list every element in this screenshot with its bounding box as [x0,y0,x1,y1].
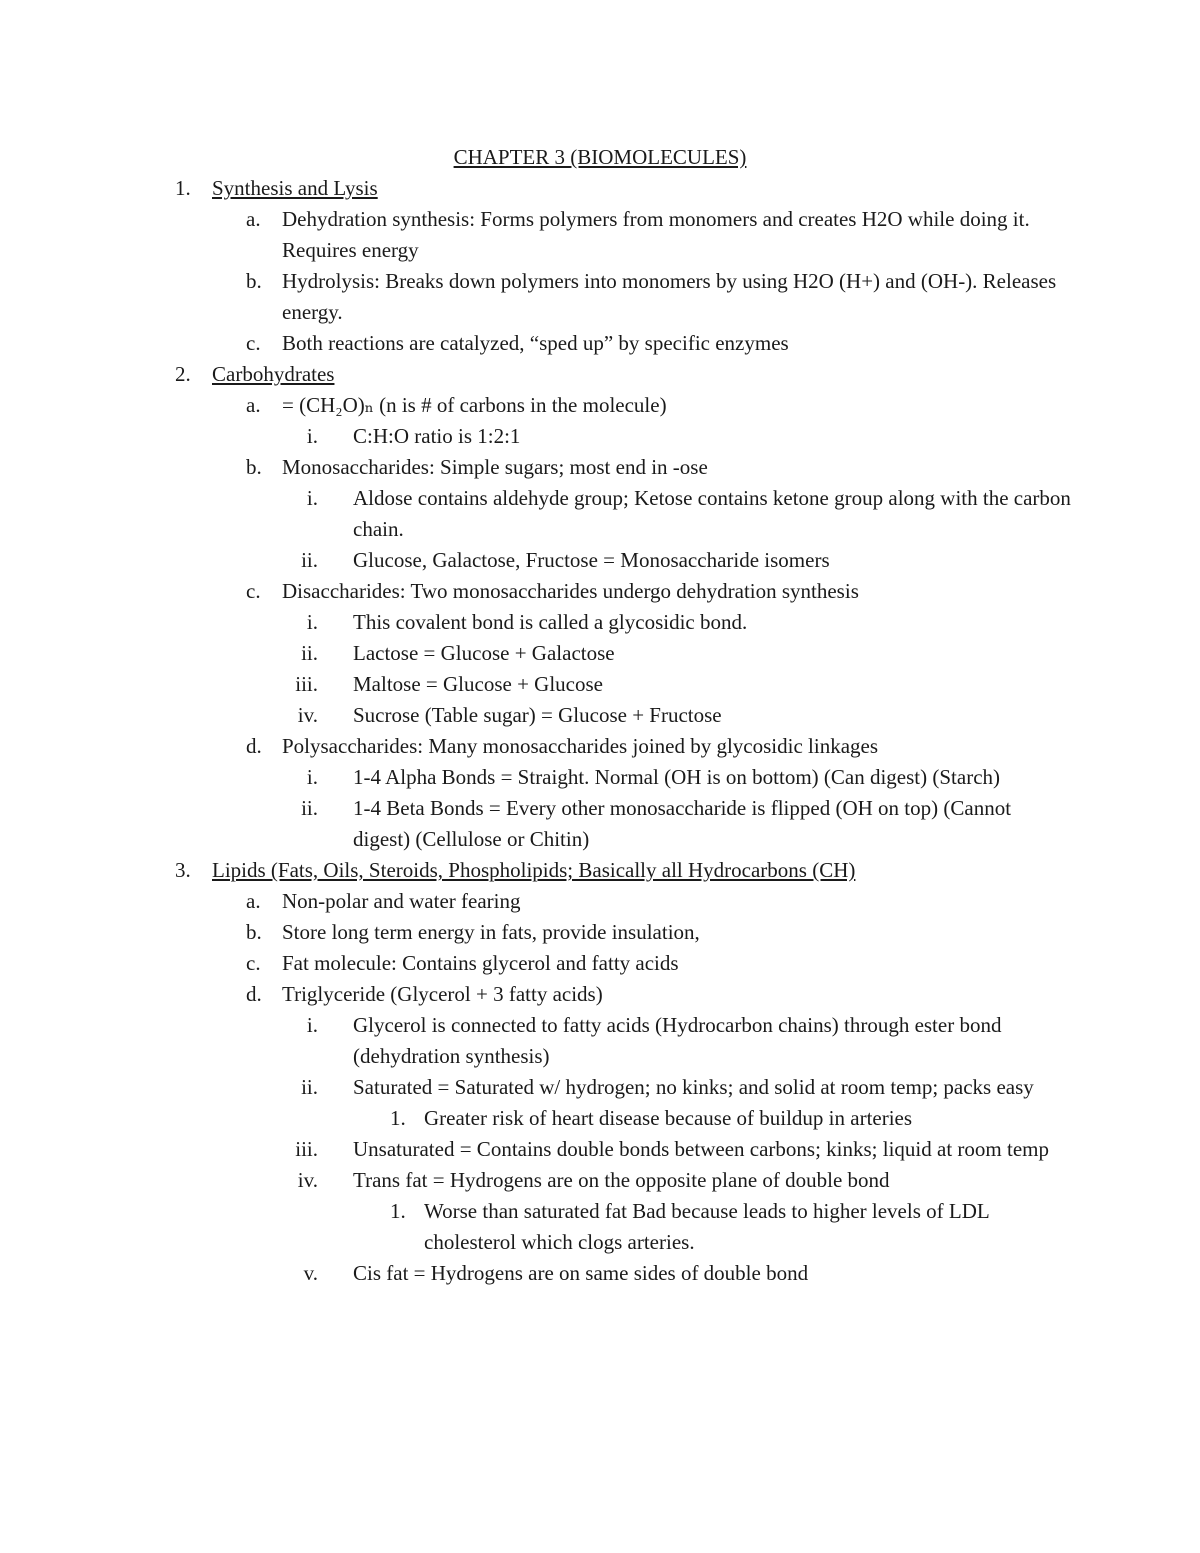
list-marker: 2. [175,362,191,386]
list-marker: 1. [175,176,191,200]
list-marker: c. [246,579,261,603]
outline-item-level-1 [0,855,1200,886]
list-marker: v. [303,1261,318,1285]
list-item-text: Monosaccharides: Simple sugars; most end in -ose [282,455,708,479]
section-heading: Carbohydrates [212,362,335,386]
list-marker: i. [306,1013,318,1037]
outline-item-level-2 [0,266,1200,328]
outline-item-level-3 [0,793,1200,855]
outline-item-level-2 [0,390,1200,421]
section-heading: Synthesis and Lysis [212,176,378,200]
outline-item-level-3 [0,1165,1200,1196]
outline-item-level-3 [0,607,1200,638]
list-item-text: Glucose, Galactose, Fructose = Monosaccharide isomers [353,548,830,572]
outline-item-level-3 [0,638,1200,669]
list-item-text: = (CH₂O)ₙ (n is # of carbons in the molecule) [282,393,667,417]
list-item-text: Cis fat = Hydrogens are on same sides of double bond [353,1261,809,1285]
list-item-text: Greater risk of heart disease because of buildup in arteries [424,1106,913,1130]
list-marker: ii. [301,1075,318,1099]
list-item-text: 1-4 Beta Bonds = Every other monosaccharide is flipped (OH on top) (Cannot digest) (Cellulose or Chitin) [353,796,1012,851]
outline-item-level-2 [0,328,1200,359]
outline-item-level-3 [0,669,1200,700]
list-marker: i. [306,610,318,634]
list-marker: a. [246,393,261,417]
list-item-text: Worse than saturated fat Bad because leads to higher levels of LDL cholesterol which clogs arteries. [424,1199,989,1254]
outline-item-level-2 [0,979,1200,1010]
list-marker: a. [246,889,261,913]
outline-item-level-1 [0,359,1200,390]
list-item-text: Lactose = Glucose + Galactose [353,641,615,665]
list-marker: b. [246,455,262,479]
outline-item-level-1 [0,173,1200,204]
outline-list [0,173,1200,1289]
list-item-text: Non-polar and water fearing [282,889,521,913]
list-marker: i. [306,424,318,448]
outline-item-level-2 [0,917,1200,948]
outline-item-level-3 [0,762,1200,793]
list-item-text: 1-4 Alpha Bonds = Straight. Normal (OH is on bottom) (Can digest) (Starch) [353,765,1001,789]
outline-item-level-3 [0,1134,1200,1165]
list-marker: iv. [297,703,318,727]
outline-item-level-2 [0,948,1200,979]
list-marker: 1. [390,1199,406,1223]
list-marker: b. [246,269,262,293]
list-marker: b. [246,920,262,944]
outline-item-level-2 [0,731,1200,762]
list-marker: i. [306,765,318,789]
outline-item-level-3 [0,1258,1200,1289]
outline-item-level-3 [0,483,1200,545]
list-marker: 1. [390,1106,406,1130]
list-marker: 3. [175,858,191,882]
outline-item-level-3 [0,700,1200,731]
list-item-text: Hydrolysis: Breaks down polymers into monomers by using H2O (H+) and (OH-). Releases energy. [282,269,1057,324]
list-marker: i. [306,486,318,510]
list-marker: d. [246,734,262,758]
list-item-text: Glycerol is connected to fatty acids (Hydrocarbon chains) through ester bond (dehydration synthesis) [353,1013,1002,1068]
outline-item-level-2 [0,452,1200,483]
list-marker: iii. [295,1137,318,1161]
outline-item-level-3 [0,1072,1200,1103]
outline-item-level-3 [0,545,1200,576]
list-item-text: This covalent bond is called a glycosidic bond. [353,610,748,634]
outline-item-level-2 [0,576,1200,607]
outline-item-level-4 [0,1196,1200,1258]
list-item-text: Maltose = Glucose + Glucose [353,672,603,696]
list-marker: c. [246,331,261,355]
list-marker: c. [246,951,261,975]
list-marker: ii. [301,796,318,820]
list-item-text: Aldose contains aldehyde group; Ketose contains ketone group along with the carbon chain. [353,486,1071,541]
list-marker: iii. [295,672,318,696]
list-item-text: Fat molecule: Contains glycerol and fatty acids [282,951,679,975]
section-heading: Lipids (Fats, Oils, Steroids, Phospholipids; Basically all Hydrocarbons (CH) [212,858,856,882]
page-title: CHAPTER 3 (BIOMOLECULES) [453,145,747,169]
list-item-text: Polysaccharides: Many monosaccharides joined by glycosidic linkages [282,734,879,758]
outline-item-level-2 [0,886,1200,917]
list-item-text: Both reactions are catalyzed, “sped up” by specific enzymes [282,331,789,355]
list-item-text: Store long term energy in fats, provide insulation, [282,920,700,944]
list-item-text: Saturated = Saturated w/ hydrogen; no kinks; and solid at room temp; packs easy [353,1075,1034,1099]
list-item-text: C:H:O ratio is 1:2:1 [353,424,521,448]
list-marker: ii. [301,548,318,572]
list-item-text: Unsaturated = Contains double bonds between carbons; kinks; liquid at room temp [353,1137,1049,1161]
outline-item-level-3 [0,1010,1200,1072]
outline-item-level-3 [0,421,1200,452]
list-marker: ii. [301,641,318,665]
list-item-text: Disaccharides: Two monosaccharides undergo dehydration synthesis [282,579,859,603]
outline-item-level-2 [0,204,1200,266]
list-item-text: Dehydration synthesis: Forms polymers from monomers and creates H2O while doing it. Requires energy [282,207,1030,262]
list-item-text: Sucrose (Table sugar) = Glucose + Fructose [353,703,722,727]
list-marker: iv. [297,1168,318,1192]
list-marker: a. [246,207,261,231]
list-marker: d. [246,982,262,1006]
list-item-text: Triglyceride (Glycerol + 3 fatty acids) [282,982,603,1006]
list-item-text: Trans fat = Hydrogens are on the opposite plane of double bond [353,1168,890,1192]
outline-item-level-4 [0,1103,1200,1134]
